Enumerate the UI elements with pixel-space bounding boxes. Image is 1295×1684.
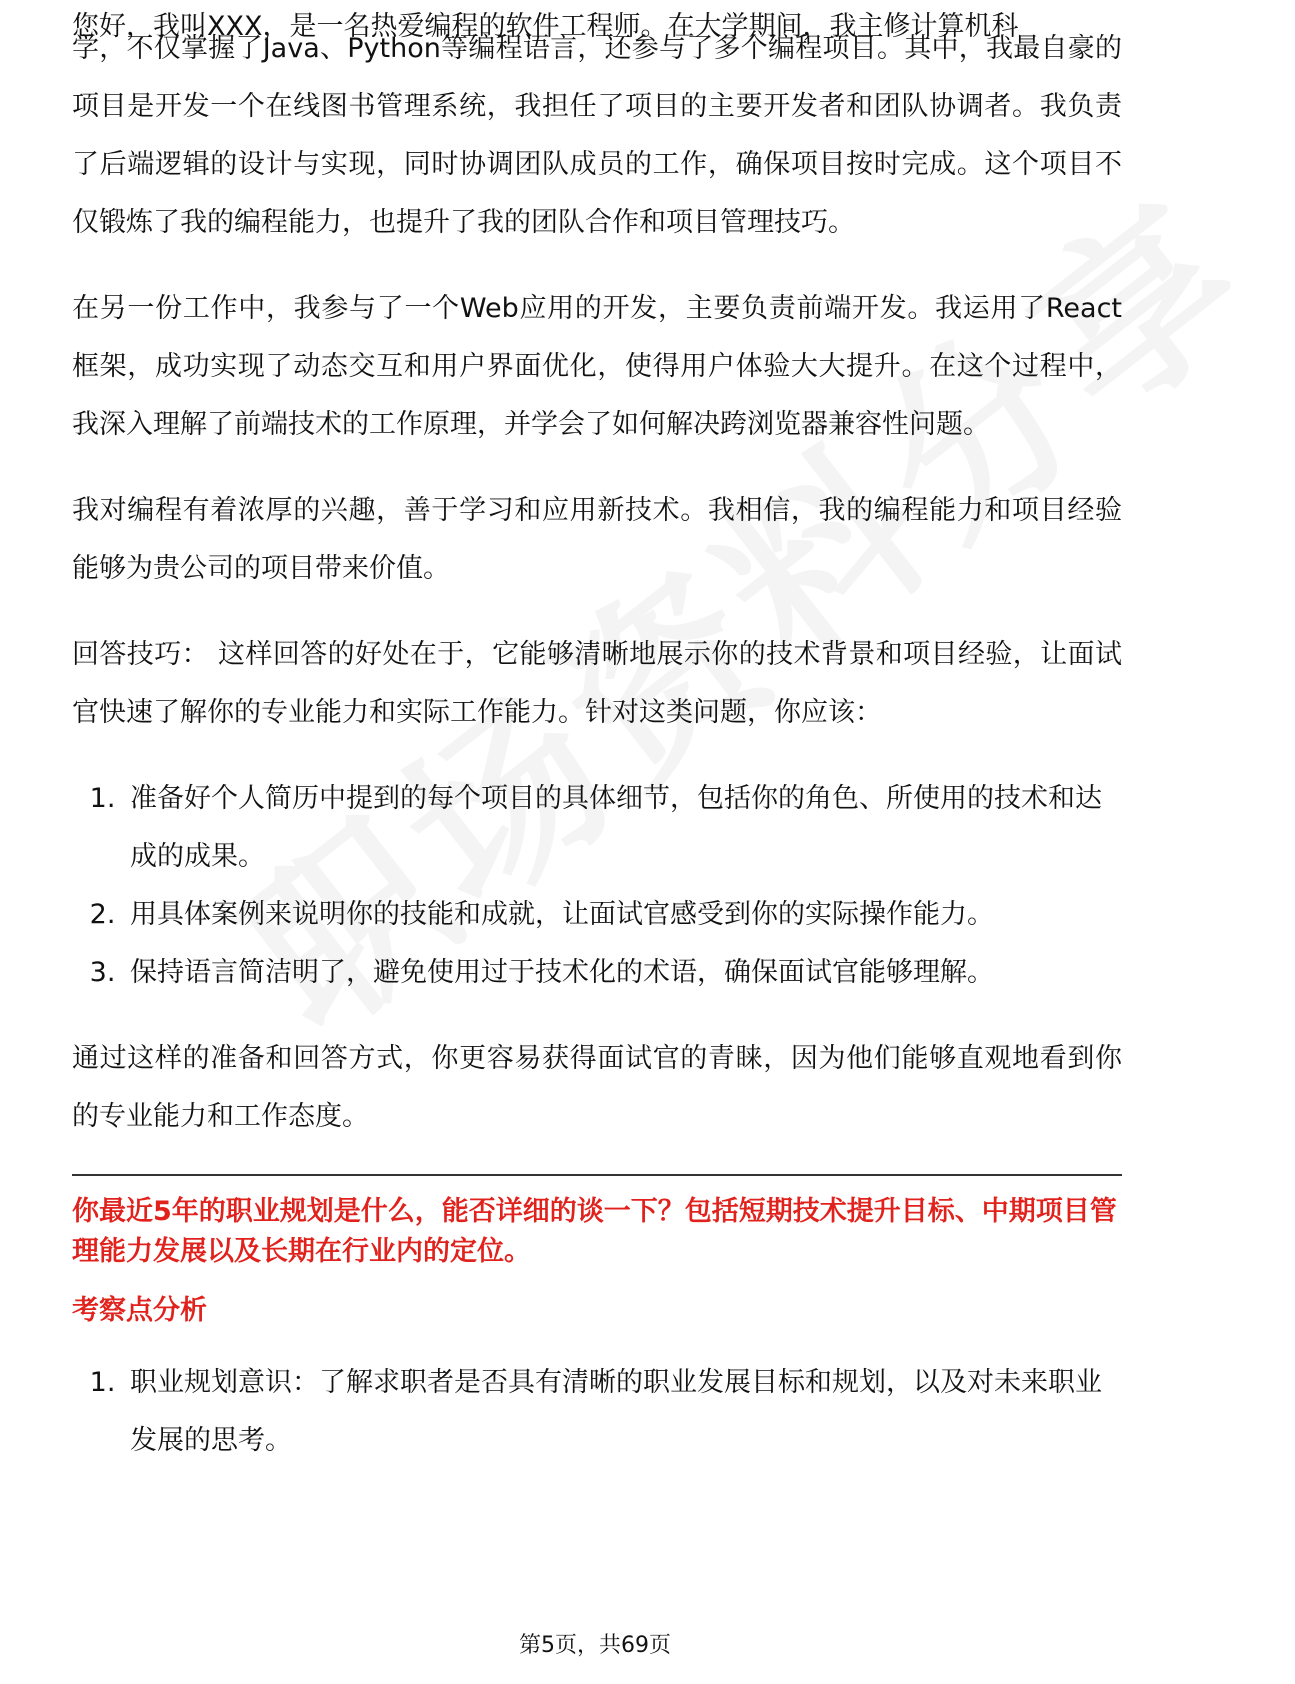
analysis-heading: 考察点分析 — [72, 1295, 207, 1326]
page-number: 第5页，共69页 — [519, 1633, 671, 1658]
page-content — [72, 11, 1122, 1498]
list-item: 1. 职业规划意识：了解求职者是否具有清晰的职业发展目标和规划，以及对未来职业发展的思考。 — [124, 1354, 1122, 1470]
section-divider — [72, 1174, 1122, 1176]
list-item: 1. 准备好个人简历中提到的每个项目的具体细节，包括你的角色、所使用的技术和达成的成果。 — [124, 770, 1122, 886]
paragraph-closing: 通过这样的准备和回答方式，你更容易获得面试官的青睐，因为他们能够直观地看到你的专业能力和工作态度。 — [72, 1043, 1122, 1132]
list-item: 3. 保持语言简洁明了，避免使用过于技术化的术语，确保面试官能够理解。 — [124, 944, 1122, 1002]
tips-list — [72, 770, 1122, 1002]
paragraph-web-app: 在另一份工作中，我参与了一个Web应用的开发，主要负责前端开发。我运用了React框架，成功实现了动态交互和用户界面优化，使得用户体验大大提升。在这个过程中，我深入理解了前端技术的工作原理，并学会了如何解决跨浏览器兼容性问题。 — [72, 293, 1122, 440]
paragraph-project-experience: 学，不仅掌握了Java、Python等编程语言，还参与了多个编程项目。其中，我最自豪的项目是开发一个在线图书管理系统，我担任了项目的主要开发者和团队协调者。我负责了后端逻辑的设计与实现，同时协调团队成员的工作，确保项目按时完成。这个项目不仅锻炼了我的编程能力，也提升了我的团队合作和项目管理技巧。 — [72, 33, 1122, 238]
analysis-list — [72, 1354, 1122, 1470]
paragraph-interest: 我对编程有着浓厚的兴趣，善于学习和应用新技术。我相信，我的编程能力和项目经验能够为贵公司的项目带来价值。 — [72, 495, 1122, 584]
paragraph-answer-tips: 回答技巧： 这样回答的好处在于，它能够清晰地展示你的技术背景和项目经验，让面试官快速了解你的专业能力和实际工作能力。针对这类问题，你应该： — [72, 639, 1122, 728]
cut-off-top-line: 您好，我叫XXX，是一名热爱编程的软件工程师。在大学期间，我主修计算机科 — [72, 11, 1019, 42]
list-item: 2. 用具体案例来说明你的技能和成就，让面试官感受到你的实际操作能力。 — [124, 886, 1122, 944]
question-title: 你最近5年的职业规划是什么，能否详细的谈一下？包括短期技术提升目标、中期项目管理能力发展以及长期在行业内的定位。 — [72, 1196, 1117, 1267]
